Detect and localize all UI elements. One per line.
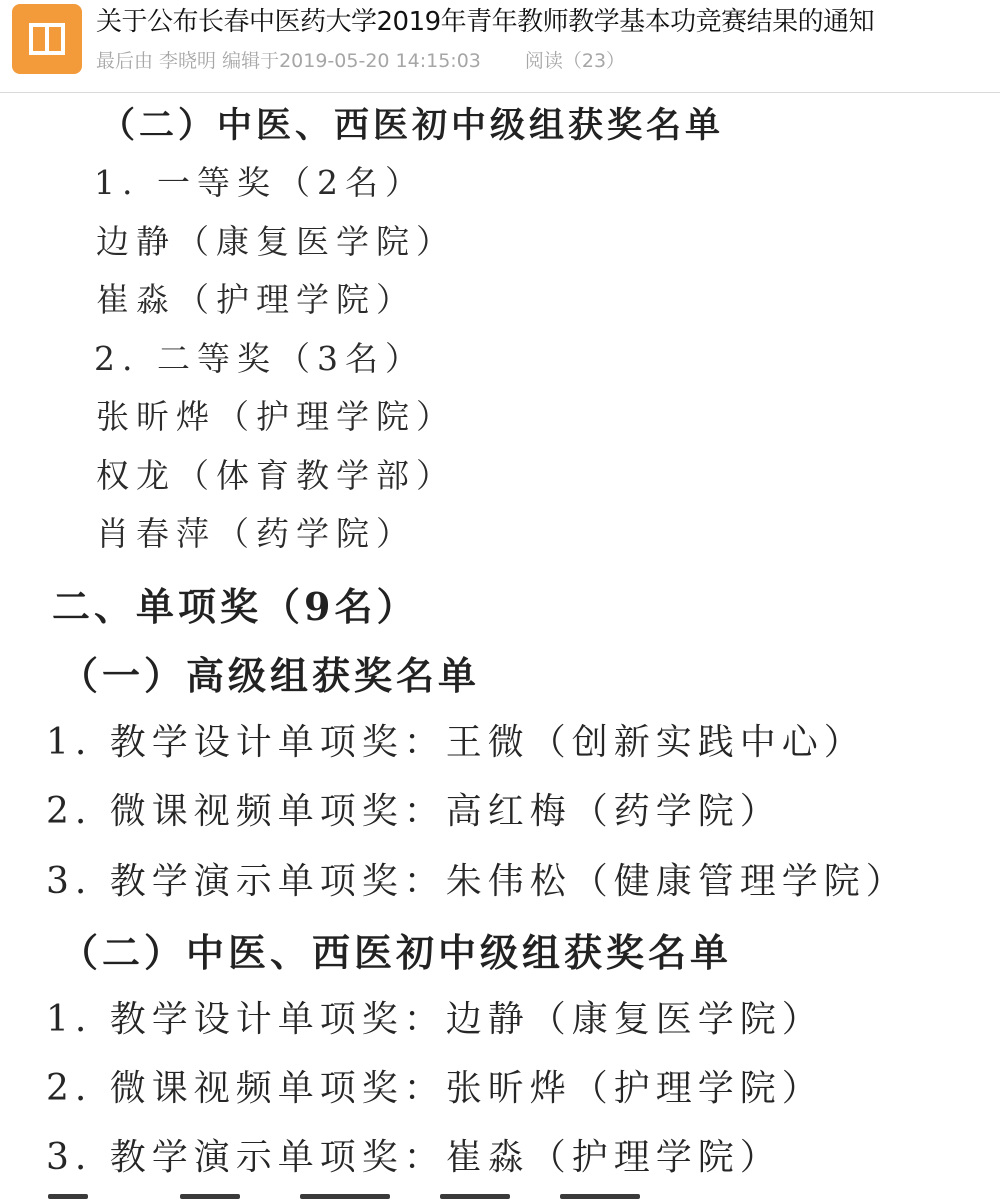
- winner-entry: 权龙（体育教学部）: [96, 456, 456, 495]
- single-award-entry: 1. 教学设计单项奖：边静（康复医学院）: [46, 999, 824, 1040]
- section-heading: （一）高级组获奖名单: [60, 653, 481, 698]
- cropped-next-line: [0, 1192, 1000, 1202]
- single-award-entry: 3. 教学演示单项奖：崔淼（护理学院）: [46, 1137, 782, 1178]
- document-title: 关于公布长春中医药大学2019年青年教师教学基本功竞赛结果的通知: [96, 7, 875, 37]
- section-heading: （二）中医、西医初中级组获奖名单: [60, 930, 733, 975]
- book-icon: [12, 4, 82, 74]
- award-level: 2. 二等奖（3名）: [94, 339, 425, 378]
- single-award-entry: 3. 教学演示单项奖：朱伟松（健康管理学院）: [46, 861, 908, 902]
- single-award-entry: 2. 微课视频单项奖：张昕烨（护理学院）: [46, 1068, 824, 1109]
- single-award-entry: 2. 微课视频单项奖：高红梅（药学院）: [46, 791, 782, 832]
- award-level: 1. 一等奖（2名）: [94, 163, 425, 202]
- document-header: [0, 0, 1000, 93]
- winner-entry: 边静（康复医学院）: [96, 222, 456, 261]
- section-heading: 二、单项奖（9名）: [52, 584, 419, 629]
- winner-entry: 肖春萍（药学院）: [96, 514, 416, 553]
- section-heading: （二）中医、西医初中级组获奖名单: [100, 105, 725, 146]
- winner-entry: 张昕烨（护理学院）: [96, 397, 456, 436]
- document-meta: [96, 48, 625, 74]
- single-award-entry: 1. 教学设计单项奖：王微（创新实践中心）: [46, 722, 866, 763]
- edit-info: 最后由 李晓明 编辑于2019-05-20 14:15:03: [96, 50, 481, 72]
- winner-entry: 崔淼（护理学院）: [96, 280, 416, 319]
- read-count[interactable]: 阅读（23）: [524, 50, 626, 72]
